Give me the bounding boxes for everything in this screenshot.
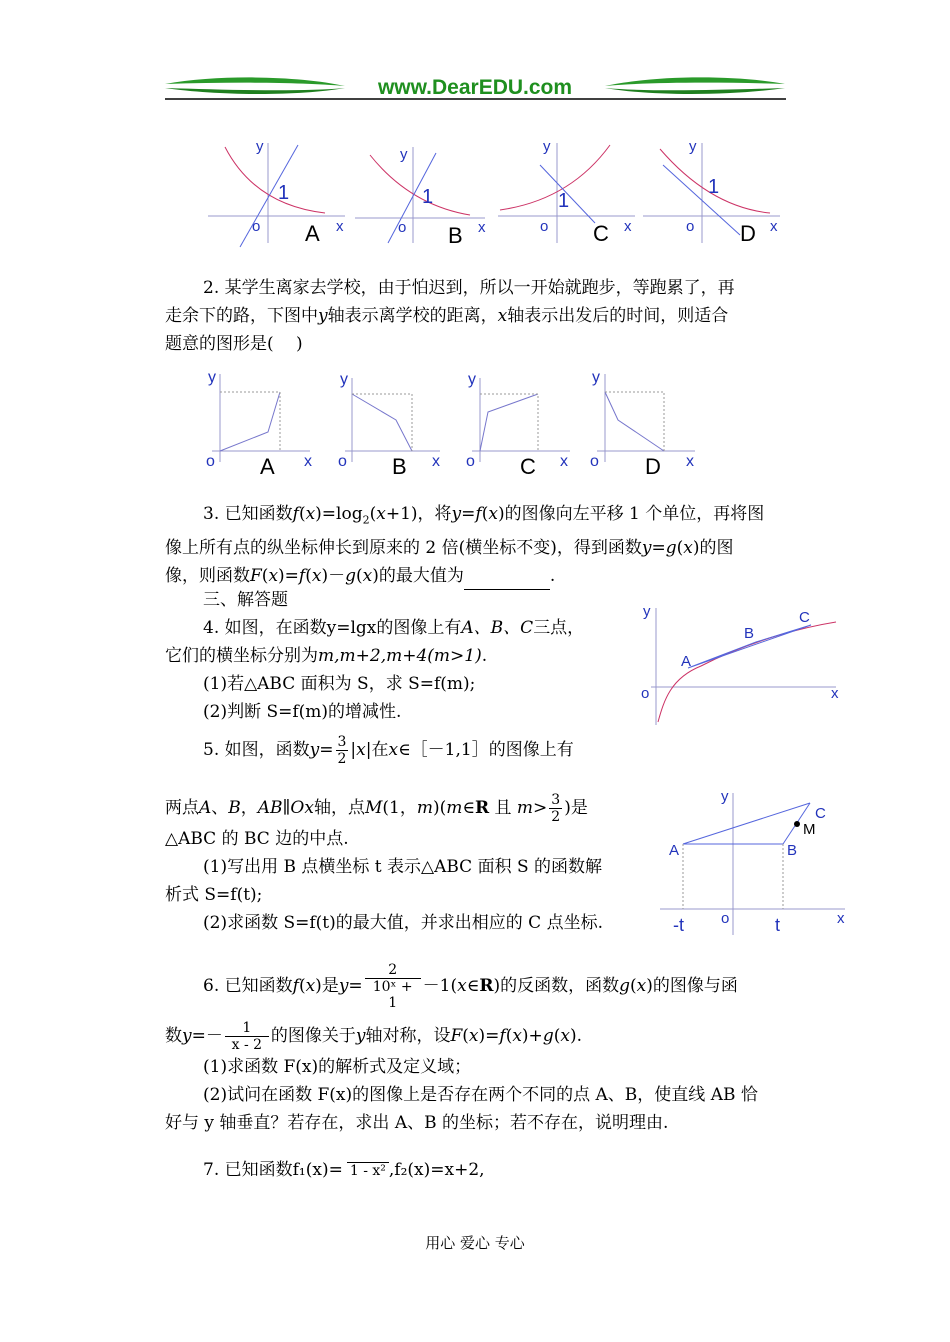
svg-text:x: x — [770, 218, 778, 235]
svg-text:1: 1 — [422, 186, 434, 208]
leaf-left-icon — [165, 77, 345, 86]
q2-graph-c — [466, 371, 570, 479]
svg-text:y: y — [592, 369, 600, 386]
q4-graph — [636, 600, 846, 730]
svg-text:o: o — [590, 453, 599, 470]
svg-text:C: C — [815, 805, 826, 822]
svg-text:o: o — [466, 453, 475, 470]
question-6: 6. 已知函数f(x)是y= $\frac{2}{\text{10ˣ + 1}}$ －1(x∈R)的反函数，函数g(x)的图像与函 — [203, 962, 738, 1011]
svg-text:x: x — [831, 685, 839, 702]
point-m — [794, 821, 800, 827]
page-footer: 用心 爱心 专心 — [425, 1234, 525, 1252]
question-5: 5. 如图，函数y= $\frac{3}{2}$ |x|在x∈［－1,1］的图像上有 — [203, 734, 574, 767]
question-5-cont: 两点A、B，AB∥Ox轴，点M(1，m)(m∈R 且 m> $\frac{3}{2}$ )是 △ABC 的 BC 边的中点. (1)写出用 B 点横坐标 t 表示△ABC 面积 S 的函数解 析式 S=f(t); (2)求函数 S=f(t)的最大值，并求出相应的 C 点坐标. — [165, 792, 603, 933]
svg-text:x: x — [478, 219, 486, 236]
svg-text:1: 1 — [558, 190, 570, 212]
svg-text:1: 1 — [278, 182, 290, 204]
svg-text:C: C — [799, 609, 810, 626]
svg-text:x: x — [432, 453, 440, 470]
svg-text:A: A — [669, 842, 680, 859]
svg-text:y: y — [468, 371, 476, 388]
question-3: 3. 已知函数$f(x)=\log_2(x+1)$，将y=f(x)的图像向左平移 1 个单位，再将图 像上所有点的纵坐标伸长到原来的 2 倍(横坐标不变)，得到函数y=g(x)的图 像，则函数F(x)=f(x)－g(x)的最大值为 . — [165, 500, 787, 590]
section-title: 三、解答题 — [203, 590, 288, 610]
q1-graph-a — [208, 138, 345, 247]
svg-text:y: y — [340, 371, 348, 388]
svg-text:y: y — [721, 788, 729, 805]
option-b: B — [448, 223, 463, 248]
svg-text:B: B — [744, 625, 755, 642]
svg-text:y: y — [208, 369, 216, 386]
question-6-cont: 数y=－ $\frac{1}{x - 2}$ 的图像关于y轴对称，设F(x)=f(x)+g(x). (1)求函数 F(x)的解析式及定义域； (2)试问在函数 F(x)的图像上是否存在两个不同的点 A、B，使直线 AB 恰 好与 y 轴垂直？若存在，求出 A、B 的坐标；若不存在，说明理由. — [165, 1020, 758, 1133]
q2-graph-b — [338, 371, 440, 479]
q2-graphs — [200, 362, 720, 482]
svg-text:y: y — [256, 138, 264, 155]
q1-graph-d — [643, 138, 780, 246]
q2-graph-d — [590, 369, 695, 479]
svg-text:o: o — [252, 218, 261, 235]
q2-option-c: C — [520, 454, 536, 479]
svg-text:-t: -t — [673, 915, 684, 935]
question-2: 2. 某学生离家去学校，由于怕迟到，所以一开始就跑步，等跑累了，再 走余下的路，下图中y轴表示离学校的距离，x轴表示出发后的时间，则适合 题意的图形是( ) — [165, 278, 735, 354]
question-4: 4. 如图，在函数y=lgx的图像上有A、B、C三点， 它们的横坐标分别为m,m+2,m+4(m>1). (1)若△ABC 面积为 S，求 S=f(m); (2)判断 S=f(m)的增减性. — [165, 618, 585, 722]
svg-text:o: o — [206, 453, 215, 470]
svg-text:x: x — [304, 453, 312, 470]
svg-text:t: t — [775, 915, 781, 935]
svg-text:x: x — [560, 453, 568, 470]
q1-graphs — [200, 135, 800, 250]
svg-text:y: y — [643, 603, 651, 620]
option-d: D — [740, 221, 756, 246]
svg-text:o: o — [540, 218, 549, 235]
svg-text:x: x — [624, 218, 632, 235]
svg-text:o: o — [641, 685, 650, 702]
svg-text:o: o — [338, 453, 347, 470]
svg-text:o: o — [398, 219, 407, 236]
svg-text:o: o — [686, 218, 695, 235]
svg-text:x: x — [837, 910, 845, 927]
svg-text:x: x — [336, 218, 344, 235]
q2-option-a: A — [260, 454, 275, 479]
svg-text:1: 1 — [708, 176, 720, 198]
q5-graph — [655, 785, 855, 940]
svg-text:o: o — [721, 910, 730, 927]
svg-text:y: y — [543, 138, 551, 155]
q1-graph-c — [498, 138, 635, 246]
svg-text:M: M — [803, 821, 816, 838]
q2-option-b: B — [392, 454, 407, 479]
svg-text:A: A — [681, 653, 692, 670]
q2-option-d: D — [645, 454, 661, 479]
svg-text:B: B — [787, 842, 798, 859]
svg-text:x: x — [686, 453, 694, 470]
question-7: 7. 已知函数f₁(x)= 1 - x² ,f₂(x)=x+2, — [203, 1160, 485, 1180]
q1-graph-b — [355, 146, 486, 248]
svg-text:y: y — [689, 138, 697, 155]
site-title: www.DearEDU.com — [377, 76, 573, 99]
header-banner — [160, 68, 790, 104]
q2-graph-a — [206, 369, 312, 479]
option-a: A — [305, 221, 320, 246]
svg-text:y: y — [400, 146, 408, 163]
option-c: C — [593, 221, 609, 246]
leaf-right-icon — [605, 77, 785, 86]
